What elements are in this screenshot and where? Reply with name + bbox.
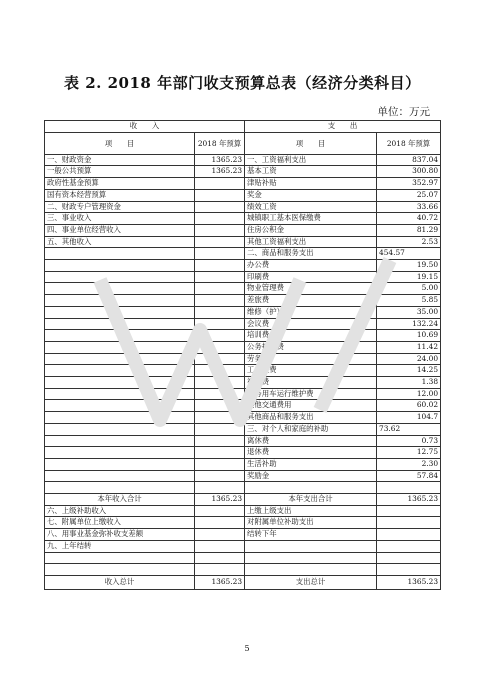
expense-item: 其他交通费用 bbox=[245, 400, 377, 412]
empty-cell bbox=[195, 552, 245, 564]
empty-cell bbox=[195, 248, 245, 260]
expense-item-header: 项 目 bbox=[245, 132, 377, 154]
empty-cell bbox=[45, 318, 195, 330]
income-value: 1365.23 bbox=[195, 154, 245, 166]
income-value bbox=[195, 505, 245, 517]
expense-value: 14.25 bbox=[377, 365, 441, 377]
table-row bbox=[45, 318, 441, 330]
table-row bbox=[45, 224, 441, 236]
empty-cell bbox=[45, 295, 195, 307]
table-row bbox=[45, 388, 441, 400]
empty-cell bbox=[195, 564, 245, 576]
income-value bbox=[195, 517, 245, 529]
expense-item: 结转下年 bbox=[245, 529, 377, 541]
expense-item: 奖励金 bbox=[245, 470, 377, 482]
table-row bbox=[45, 189, 441, 201]
expense-value: 35.00 bbox=[377, 306, 441, 318]
income-item: 政府性基金预算 bbox=[45, 178, 195, 190]
table-row bbox=[45, 505, 441, 517]
expense-item: 绩效工资 bbox=[245, 201, 377, 213]
income-year-total-label: 本年收入合计 bbox=[45, 494, 195, 506]
expense-item: 住房公积金 bbox=[245, 224, 377, 236]
expense-value: 33.66 bbox=[377, 201, 441, 213]
empty-cell bbox=[195, 400, 245, 412]
expense-item: 公务用车运行维护费 bbox=[245, 388, 377, 400]
income-grand-total-label: 收入总计 bbox=[45, 575, 195, 589]
expense-value bbox=[377, 517, 441, 529]
income-item: 四、事业单位经营收入 bbox=[45, 224, 195, 236]
expense-value: 57.84 bbox=[377, 470, 441, 482]
empty-cell bbox=[195, 353, 245, 365]
empty-cell bbox=[45, 423, 195, 435]
empty-cell bbox=[45, 283, 195, 295]
expense-item: 办公费 bbox=[245, 260, 377, 272]
expense-value: 19.50 bbox=[377, 260, 441, 272]
empty-cell bbox=[195, 423, 245, 435]
empty-cell bbox=[245, 552, 377, 564]
income-value bbox=[195, 529, 245, 541]
empty-cell bbox=[45, 377, 195, 389]
expense-value: 5.00 bbox=[377, 283, 441, 295]
table-row bbox=[45, 201, 441, 213]
budget-table-body bbox=[45, 121, 441, 590]
blank-row bbox=[45, 564, 441, 576]
empty-cell bbox=[195, 260, 245, 272]
expense-budget-header: 2018 年预算 bbox=[377, 132, 441, 154]
expense-value: 24.00 bbox=[377, 353, 441, 365]
income-item: 二、财政专户管理资金 bbox=[45, 201, 195, 213]
header-row-1 bbox=[45, 121, 441, 133]
expense-item: 二、商品和服务支出 bbox=[245, 248, 377, 260]
table-row bbox=[45, 236, 441, 248]
expense-value bbox=[377, 540, 441, 552]
expense-item: 印刷费 bbox=[245, 271, 377, 283]
empty-cell bbox=[195, 447, 245, 459]
empty-cell bbox=[45, 470, 195, 482]
expense-item bbox=[245, 540, 377, 552]
expense-value: 1.38 bbox=[377, 377, 441, 389]
expense-value: 10.69 bbox=[377, 330, 441, 342]
expense-item: 公务接待费 bbox=[245, 341, 377, 353]
income-item: 六、上级补助收入 bbox=[45, 505, 195, 517]
table-row bbox=[45, 283, 441, 295]
expense-value: 40.72 bbox=[377, 213, 441, 225]
expense-year-total-label: 本年支出合计 bbox=[245, 494, 377, 506]
empty-cell bbox=[195, 388, 245, 400]
table-row bbox=[45, 517, 441, 529]
table-row bbox=[45, 435, 441, 447]
income-value: 1365.23 bbox=[195, 166, 245, 178]
expense-value: 837.04 bbox=[377, 154, 441, 166]
empty-cell bbox=[195, 470, 245, 482]
empty-cell bbox=[195, 435, 245, 447]
income-item: 九、上年结转 bbox=[45, 540, 195, 552]
empty-cell bbox=[195, 318, 245, 330]
table-row bbox=[45, 400, 441, 412]
empty-cell bbox=[195, 330, 245, 342]
table-row bbox=[45, 470, 441, 482]
income-header: 收 入 bbox=[45, 121, 245, 133]
header-row-2 bbox=[45, 132, 441, 154]
expense-value: 132.24 bbox=[377, 318, 441, 330]
income-value bbox=[195, 178, 245, 190]
expense-item: 生活补助 bbox=[245, 458, 377, 470]
empty-cell bbox=[195, 377, 245, 389]
empty-cell bbox=[45, 248, 195, 260]
expense-value: 60.02 bbox=[377, 400, 441, 412]
table-row bbox=[45, 154, 441, 166]
table-title: 表 2. 2018 年部门收支预算总表（经济分类科目） bbox=[64, 74, 421, 92]
table-row bbox=[45, 260, 441, 272]
page-number: 5 bbox=[244, 644, 250, 653]
empty-cell bbox=[195, 306, 245, 318]
income-item: 七、附属单位上缴收入 bbox=[45, 517, 195, 529]
expense-value: 5.85 bbox=[377, 295, 441, 307]
table-row bbox=[45, 540, 441, 552]
table-row bbox=[45, 166, 441, 178]
expense-value: 12.00 bbox=[377, 388, 441, 400]
table-row bbox=[45, 353, 441, 365]
expense-value: 104.7 bbox=[377, 412, 441, 424]
income-item: 一、财政资金 bbox=[45, 154, 195, 166]
expense-header: 支 出 bbox=[245, 121, 441, 133]
expense-value: 2.53 bbox=[377, 236, 441, 248]
income-item: 五、其他收入 bbox=[45, 236, 195, 248]
expense-value: 0.73 bbox=[377, 435, 441, 447]
expense-value: 73.62 bbox=[377, 423, 441, 435]
expense-item: 其他商品和服务支出 bbox=[245, 412, 377, 424]
empty-cell bbox=[195, 295, 245, 307]
empty-cell bbox=[195, 341, 245, 353]
expense-item: 奖金 bbox=[245, 189, 377, 201]
table-row bbox=[45, 271, 441, 283]
income-year-total-value: 1365.23 bbox=[195, 494, 245, 506]
expense-item: 对附属单位补助支出 bbox=[245, 517, 377, 529]
table-row bbox=[45, 458, 441, 470]
expense-item: 劳务费 bbox=[245, 353, 377, 365]
table-row bbox=[45, 529, 441, 541]
income-value bbox=[195, 236, 245, 248]
empty-cell bbox=[195, 482, 245, 494]
empty-cell bbox=[45, 341, 195, 353]
expense-grand-total-value: 1365.23 bbox=[377, 575, 441, 589]
empty-cell bbox=[45, 564, 195, 576]
expense-item: 会议费 bbox=[245, 318, 377, 330]
expense-value: 25.07 bbox=[377, 189, 441, 201]
table-row bbox=[45, 423, 441, 435]
expense-item: 差旅费 bbox=[245, 295, 377, 307]
income-value bbox=[195, 213, 245, 225]
expense-item: 培训费 bbox=[245, 330, 377, 342]
income-item: 三、事业收入 bbox=[45, 213, 195, 225]
empty-cell bbox=[45, 306, 195, 318]
expense-item: 退休费 bbox=[245, 447, 377, 459]
empty-cell bbox=[195, 412, 245, 424]
expense-value: 454.57 bbox=[377, 248, 441, 260]
expense-item: 其他工资福利支出 bbox=[245, 236, 377, 248]
empty-cell bbox=[45, 435, 195, 447]
empty-cell bbox=[195, 271, 245, 283]
income-value bbox=[195, 224, 245, 236]
income-value bbox=[195, 189, 245, 201]
budget-table bbox=[44, 120, 441, 590]
grand-total-row bbox=[45, 575, 441, 589]
empty-cell bbox=[45, 388, 195, 400]
table-row bbox=[45, 213, 441, 225]
income-budget-header: 2018 年预算 bbox=[195, 132, 245, 154]
empty-cell bbox=[45, 400, 195, 412]
empty-cell bbox=[45, 353, 195, 365]
empty-cell bbox=[377, 564, 441, 576]
empty-cell bbox=[45, 365, 195, 377]
expense-value: 11.42 bbox=[377, 341, 441, 353]
table-row bbox=[45, 248, 441, 260]
expense-item: 基本工资 bbox=[245, 166, 377, 178]
table-row bbox=[45, 295, 441, 307]
table-row bbox=[45, 377, 441, 389]
income-value bbox=[195, 201, 245, 213]
table-row bbox=[45, 178, 441, 190]
expense-value: 2.30 bbox=[377, 458, 441, 470]
empty-cell bbox=[45, 552, 195, 564]
income-item: 八、用事业基金弥补收支差额 bbox=[45, 529, 195, 541]
table-row bbox=[45, 306, 441, 318]
empty-cell bbox=[45, 271, 195, 283]
empty-cell bbox=[45, 330, 195, 342]
expense-year-total-value: 1365.23 bbox=[377, 494, 441, 506]
expense-value: 12.75 bbox=[377, 447, 441, 459]
income-item: 一般公共预算 bbox=[45, 166, 195, 178]
expense-item: 物业管理费 bbox=[245, 283, 377, 295]
empty-cell bbox=[377, 552, 441, 564]
spacer-row bbox=[45, 482, 441, 494]
empty-cell bbox=[377, 482, 441, 494]
expense-value bbox=[377, 505, 441, 517]
expense-item: 离休费 bbox=[245, 435, 377, 447]
empty-cell bbox=[195, 458, 245, 470]
empty-cell bbox=[45, 482, 195, 494]
expense-item: 三、对个人和家庭的补助 bbox=[245, 423, 377, 435]
expense-item: 津贴补贴 bbox=[245, 178, 377, 190]
table-row bbox=[45, 447, 441, 459]
expense-item: 维修（护）费 bbox=[245, 306, 377, 318]
expense-value: 81.29 bbox=[377, 224, 441, 236]
expense-item: 福利费 bbox=[245, 377, 377, 389]
empty-cell bbox=[45, 458, 195, 470]
empty-cell bbox=[45, 412, 195, 424]
year-total-row bbox=[45, 494, 441, 506]
empty-cell bbox=[195, 283, 245, 295]
empty-cell bbox=[245, 564, 377, 576]
income-value bbox=[195, 540, 245, 552]
income-grand-total-value: 1365.23 bbox=[195, 575, 245, 589]
expense-item: 一、工资福利支出 bbox=[245, 154, 377, 166]
blank-row bbox=[45, 552, 441, 564]
table-row bbox=[45, 412, 441, 424]
table-row bbox=[45, 365, 441, 377]
unit-label: 单位：万元 bbox=[377, 106, 430, 118]
empty-cell bbox=[45, 260, 195, 272]
expense-value bbox=[377, 529, 441, 541]
empty-cell bbox=[245, 482, 377, 494]
expense-value: 352.97 bbox=[377, 178, 441, 190]
expense-item: 上缴上级支出 bbox=[245, 505, 377, 517]
expense-value: 19.15 bbox=[377, 271, 441, 283]
expense-item: 工会经费 bbox=[245, 365, 377, 377]
table-row bbox=[45, 330, 441, 342]
expense-grand-total-label: 支出总计 bbox=[245, 575, 377, 589]
income-item-header: 项 目 bbox=[45, 132, 195, 154]
income-item: 国有资本经营预算 bbox=[45, 189, 195, 201]
empty-cell bbox=[195, 365, 245, 377]
expense-value: 300.80 bbox=[377, 166, 441, 178]
table-row bbox=[45, 341, 441, 353]
empty-cell bbox=[45, 447, 195, 459]
expense-item: 城镇职工基本医保缴费 bbox=[245, 213, 377, 225]
